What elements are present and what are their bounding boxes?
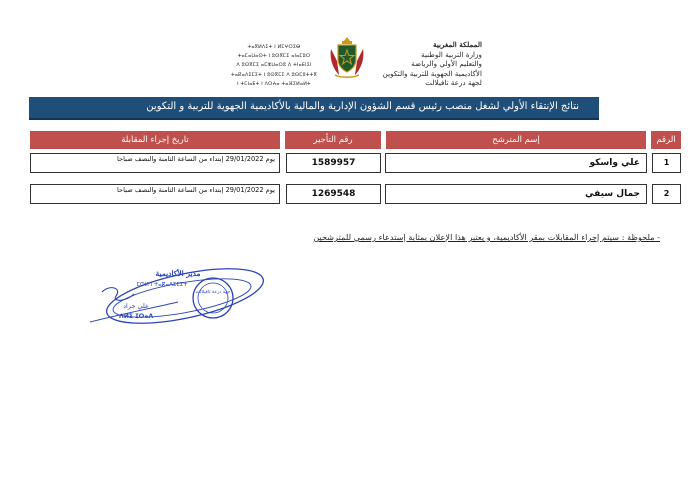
table-row-date: يوم 29/01/2022 إبتداء من الساعة الثامنة والنصف صباحا <box>30 184 280 204</box>
stamp-line: مدير الأكاديمية <box>155 269 201 278</box>
header-line: ⴷ ⵓⵙⴳⵎⵉ ⴰⵎⵣⵡⴰⵔⵓ ⴷ ⵜⵏⴰⴹⵏⵉⵏ <box>236 63 312 69</box>
col-header-name: إسم المترشح <box>386 131 646 149</box>
table-row-id: 1589957 <box>286 153 381 173</box>
header-line: ⵜⴰⴳⵍⴷⵉⵜ ⵏ ⵍⵎⵖⵔⵉⴱ <box>247 45 301 50</box>
header-line: لجهة درعة تافيلالت <box>425 78 482 88</box>
header-line: والتعليم الأولي والرياضة <box>411 59 482 69</box>
coat-of-arms-icon <box>327 35 367 79</box>
header-line: ⵜⴰⵎⴰⵡⴰⵙⵜ ⵏ ⵓⵙⴳⵎⵉ ⴰⵏⴰⵎⵓⵔ <box>237 54 311 60</box>
col-header-date: تاريخ إجراء المقابلة <box>30 131 280 149</box>
seal-text: جهة درعة تافيلالت <box>195 290 231 295</box>
stamp-line: علي جراد <box>123 302 149 310</box>
table-row-name: علي واسكو <box>385 153 647 173</box>
note-text: - ملحوظة : سيتم إجراء المقابلات بمقر الأكاديمية، و يعتبر هذا الإعلان بمثابة إستدعاء رسمي للمترشحين <box>313 232 660 242</box>
ministry-header-tifinagh <box>215 43 333 89</box>
stamp-line: ⵎⵙⵍ ⵏ ⵜⴰⴽⴰⴷⵉⵎⵉⵜ <box>136 282 188 288</box>
table-row-number: 2 <box>652 184 681 204</box>
header-line: ⵏ ⵜⵎⵏⴰⴹⵜ ⵏ ⴷⵔⵄⴰ ⵜⴰⴼⵉⵍⴰⵍⵜ <box>237 81 311 87</box>
page-title: نتائج الإنتقاء الأولي لشغل منصب رئيس قسم الشؤون الإدارية والمالية بالأكاديمية الجهوية للتربية و التكوين <box>146 101 579 112</box>
header-line: الأكاديمية الجهوية للتربية والتكوين <box>382 68 482 78</box>
table-row-date: يوم 29/01/2022 إبتداء من الساعة الثامنة والنصف صباحا <box>30 153 280 173</box>
table-row-id: 1269548 <box>286 184 381 204</box>
stamp-line: ⵄⵍⵉ ⵊⵔⴰⴷ <box>118 313 154 320</box>
director-stamp-signature <box>82 262 267 332</box>
table-row-number: 1 <box>652 153 681 173</box>
col-header-id: رقم التأجير <box>285 131 381 149</box>
table-row-name: جمال سيفي <box>385 184 647 204</box>
col-header-number: الرقم <box>651 131 681 149</box>
title-bar <box>29 97 599 120</box>
header-line: المملكة المغربية <box>433 40 482 49</box>
header-line: ⵜⴰⴽⴰⴷⵉⵎⵉⵜ ⵏ ⵓⵙⴳⵎⵉ ⴷ ⵓⵙⵎⵓⵜⵜⴳ <box>231 72 317 78</box>
header-line: وزارة التربية الوطنية <box>421 49 482 59</box>
